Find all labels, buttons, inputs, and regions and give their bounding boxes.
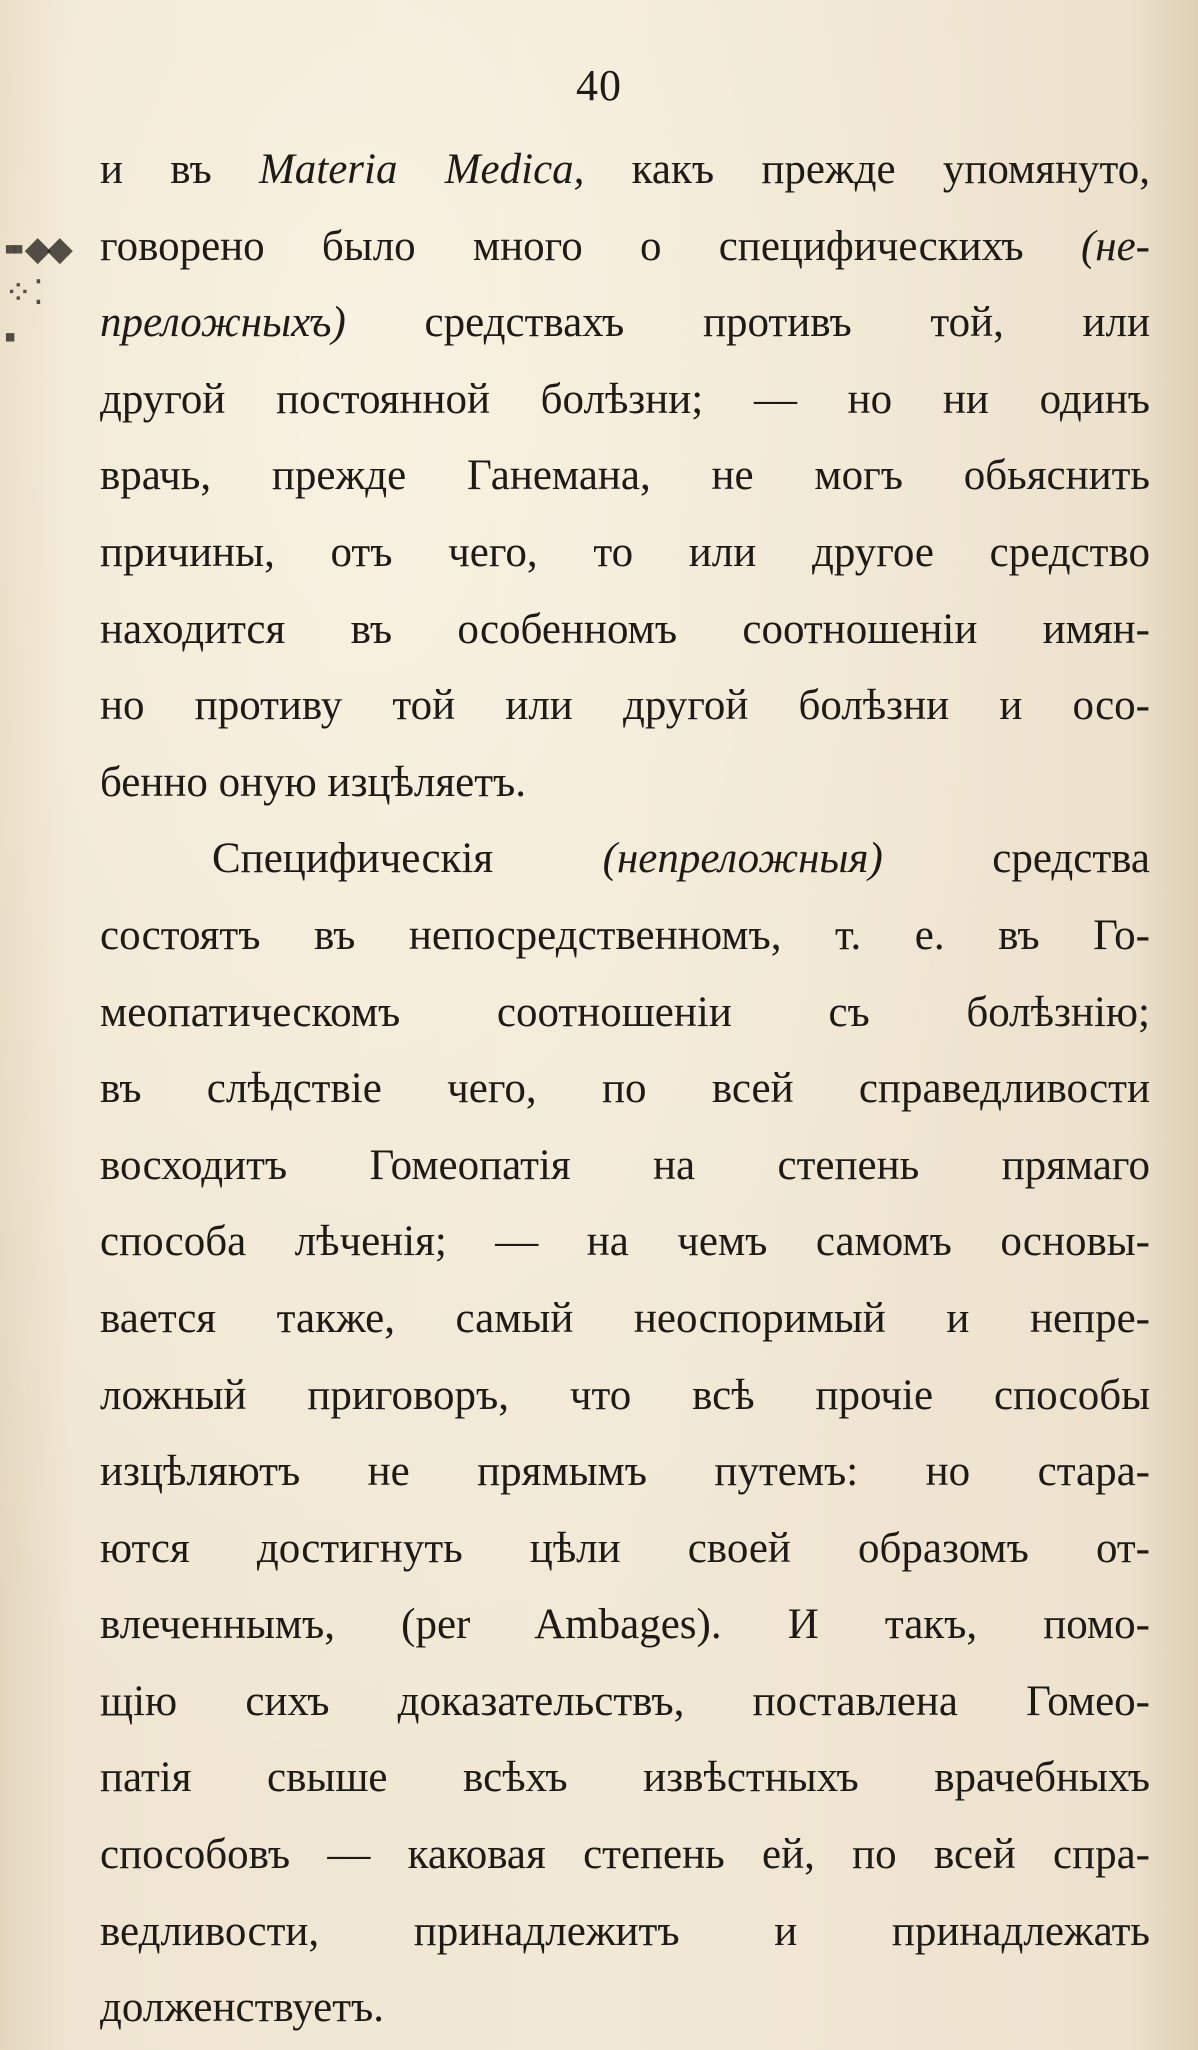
italic-text-run: преложныхъ) [100, 299, 346, 347]
text-run: въ слѣдствiе чего, по всей справедливости [100, 1065, 1150, 1113]
text-run: и въ [100, 146, 259, 193]
text-run: бенно оную изцѣляетъ. [100, 758, 527, 806]
text-line [100, 745, 1150, 822]
text-line [100, 1970, 1150, 2047]
text-run: патiя свыше всѣхъ извѣстныхъ врачебныхъ [100, 1754, 1150, 1802]
text-run: средства [882, 835, 1150, 883]
text-line [100, 1051, 1150, 1128]
text-line [100, 1358, 1150, 1435]
text-run: говорено было много о специфическихъ [100, 222, 1081, 270]
text-run: средствахъ противъ той, или [345, 299, 1150, 347]
text-run: врачь, прежде Ганемана, не могъ обьяснить [100, 452, 1150, 500]
text-line [100, 821, 1150, 898]
text-run: находится въ особенномъ соотношенiи имян- [100, 605, 1150, 653]
text-line [100, 1664, 1150, 1741]
text-run: изцѣляютъ не прямымъ путемъ: но стара- [100, 1448, 1150, 1496]
text-line [100, 1511, 1150, 1588]
text-run: меопатическомъ соотношенiи съ болѣзнiю; [100, 988, 1150, 1036]
italic-text-run: Materia Medica, [258, 146, 585, 193]
text-run: причины, отъ чего, то или другое средство [100, 528, 1150, 576]
text-run: вается также, самый неоспоримый и непре- [100, 1294, 1150, 1342]
text-run: ются достигнуть цѣли своей образомъ от- [100, 1524, 1150, 1572]
text-line [100, 1587, 1150, 1664]
italic-text-run: (не- [1080, 222, 1150, 270]
text-run: Специфическiя [212, 835, 603, 883]
text-line [100, 898, 1150, 975]
text-run: способовъ — каковая степень ей, по всей спра- [100, 1831, 1150, 1879]
text-line [100, 1817, 1150, 1894]
text-line [100, 209, 1150, 286]
text-line [100, 975, 1150, 1052]
text-line [100, 1740, 1150, 1817]
text-line [100, 438, 1150, 515]
text-line [100, 1434, 1150, 1511]
text-line [100, 515, 1150, 592]
text-run: ведливости, принадлежитъ и принадлежать [100, 1907, 1150, 1955]
text-run: но противу той или другой болѣзни и осо- [100, 682, 1150, 730]
text-run: восходитъ Гомеопатiя на степень прямаго [100, 1141, 1150, 1189]
text-line [100, 1894, 1150, 1971]
text-line [100, 1204, 1150, 1281]
text-line [100, 668, 1150, 745]
text-run: ложный приговоръ, что всѣ прочiе способы [100, 1371, 1150, 1419]
text-line [100, 1281, 1150, 1358]
text-run: способа лѣченiя; — на чемъ самомъ основы- [100, 1218, 1150, 1266]
body-text [100, 132, 1150, 2047]
text-line [100, 362, 1150, 439]
text-line [100, 592, 1150, 669]
text-run: состоятъ въ непосредственномъ, т. е. въ Го- [100, 911, 1150, 959]
text-run: какъ прежде упомянуто, [584, 146, 1150, 193]
text-line [100, 132, 1150, 209]
text-run: другой постоянной болѣзни; — но ни одинъ [100, 375, 1150, 423]
text-run: долженствуетъ. [100, 1984, 385, 2032]
page-number: 40 [576, 61, 622, 110]
italic-text-run: (непреложныя) [602, 835, 883, 883]
text-line [100, 1128, 1150, 1205]
text-line [100, 285, 1150, 362]
ink-smudge-mark: ▪▪ ◆◆ ⁘ ⁚ ▪ [4, 231, 69, 356]
text-run: щiю сихъ доказательствъ, поставлена Гомео- [100, 1677, 1150, 1725]
text-run: влеченнымъ, (per Ambages). И такъ, помо- [100, 1601, 1150, 1649]
